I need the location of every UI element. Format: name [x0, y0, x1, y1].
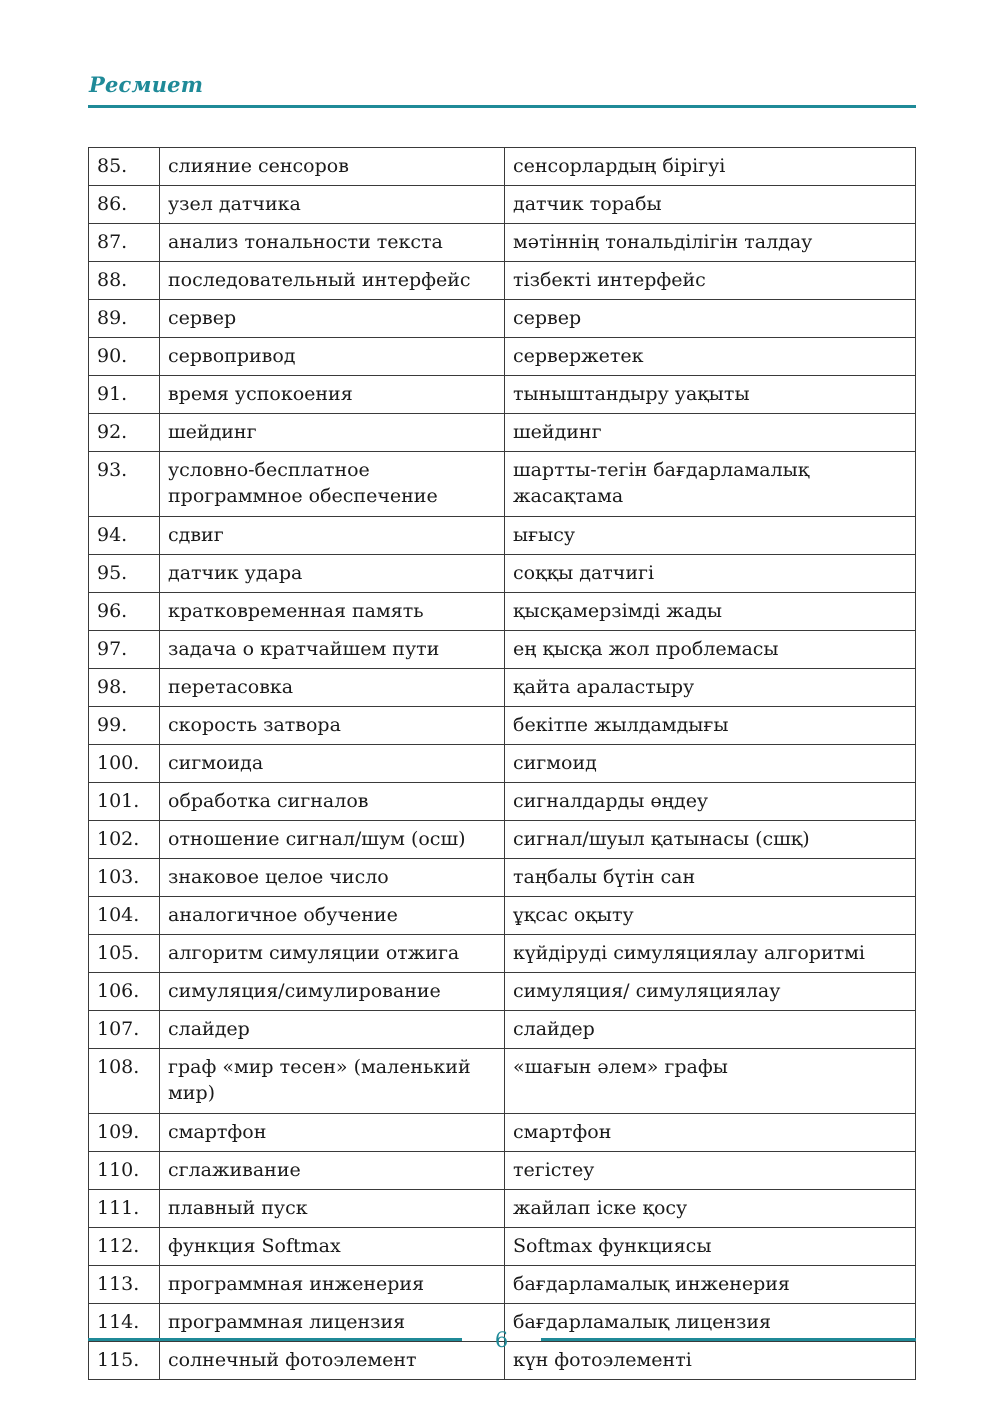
- row-number: 89.: [89, 300, 160, 338]
- term-russian: скорость затвора: [160, 707, 505, 745]
- term-kazakh: сенсорлардың бірігуі: [505, 148, 916, 186]
- row-number: 88.: [89, 262, 160, 300]
- term-russian: аналогичное обучение: [160, 897, 505, 935]
- term-russian: узел датчика: [160, 186, 505, 224]
- table-row: [89, 745, 916, 783]
- row-number: 105.: [89, 935, 160, 973]
- table-row: [89, 1266, 916, 1304]
- term-kazakh: симуляция/ симуляциялау: [505, 973, 916, 1011]
- row-number: 115.: [89, 1342, 160, 1380]
- table-row: [89, 186, 916, 224]
- table-row: [89, 1011, 916, 1049]
- row-number: 108.: [89, 1049, 160, 1114]
- table-row: [89, 517, 916, 555]
- table-row: [89, 338, 916, 376]
- term-kazakh: сервер: [505, 300, 916, 338]
- row-number: 99.: [89, 707, 160, 745]
- table-row: [89, 859, 916, 897]
- term-kazakh: сигмоид: [505, 745, 916, 783]
- row-number: 109.: [89, 1114, 160, 1152]
- term-kazakh: сигнал/шуыл қатынасы (сшқ): [505, 821, 916, 859]
- term-russian: плавный пуск: [160, 1190, 505, 1228]
- term-kazakh: бекітпе жылдамдығы: [505, 707, 916, 745]
- term-kazakh: сигналдарды өңдеу: [505, 783, 916, 821]
- table-row: [89, 1190, 916, 1228]
- row-number: 112.: [89, 1228, 160, 1266]
- row-number: 97.: [89, 631, 160, 669]
- table-row: [89, 1228, 916, 1266]
- glossary-table-body: [89, 148, 916, 1380]
- term-kazakh: ығысу: [505, 517, 916, 555]
- table-row: [89, 707, 916, 745]
- table-row: [89, 1114, 916, 1152]
- term-kazakh: слайдер: [505, 1011, 916, 1049]
- term-kazakh: Softmax функциясы: [505, 1228, 916, 1266]
- page-number: 6: [494, 1328, 509, 1352]
- table-row: [89, 262, 916, 300]
- row-number: 100.: [89, 745, 160, 783]
- term-russian: функция Softmax: [160, 1228, 505, 1266]
- term-kazakh: күйдіруді симуляциялау алгоритмі: [505, 935, 916, 973]
- row-number: 113.: [89, 1266, 160, 1304]
- table-row: [89, 224, 916, 262]
- row-number: 111.: [89, 1190, 160, 1228]
- row-number: 85.: [89, 148, 160, 186]
- term-kazakh: ұқсас оқыту: [505, 897, 916, 935]
- term-russian: шейдинг: [160, 414, 505, 452]
- table-row: [89, 593, 916, 631]
- footer-divider-right: [541, 1338, 916, 1341]
- term-kazakh: бағдарламалық инженерия: [505, 1266, 916, 1304]
- row-number: 92.: [89, 414, 160, 452]
- term-russian: солнечный фотоэлемент: [160, 1342, 505, 1380]
- footer-divider-left: [88, 1338, 462, 1341]
- term-russian: сдвиг: [160, 517, 505, 555]
- term-kazakh: сервержетек: [505, 338, 916, 376]
- term-russian: сигмоида: [160, 745, 505, 783]
- term-russian: сглаживание: [160, 1152, 505, 1190]
- term-russian: программная инженерия: [160, 1266, 505, 1304]
- term-kazakh: бағдарламалық лицензия: [505, 1304, 916, 1342]
- term-kazakh: тізбекті интерфейс: [505, 262, 916, 300]
- row-number: 103.: [89, 859, 160, 897]
- term-russian: анализ тональности текста: [160, 224, 505, 262]
- row-number: 94.: [89, 517, 160, 555]
- term-kazakh: мәтіннің тональділігін талдау: [505, 224, 916, 262]
- table-row: [89, 148, 916, 186]
- table-row: [89, 631, 916, 669]
- table-row: [89, 783, 916, 821]
- row-number: 98.: [89, 669, 160, 707]
- term-kazakh: қысқамерзімді жады: [505, 593, 916, 631]
- row-number: 107.: [89, 1011, 160, 1049]
- row-number: 104.: [89, 897, 160, 935]
- row-number: 101.: [89, 783, 160, 821]
- term-kazakh: тыныштандыру уақыты: [505, 376, 916, 414]
- table-row: [89, 1152, 916, 1190]
- term-kazakh: смартфон: [505, 1114, 916, 1152]
- term-russian: последовательный интерфейс: [160, 262, 505, 300]
- term-kazakh: датчик торабы: [505, 186, 916, 224]
- term-russian: кратковременная память: [160, 593, 505, 631]
- term-russian: перетасовка: [160, 669, 505, 707]
- table-row: [89, 897, 916, 935]
- row-number: 102.: [89, 821, 160, 859]
- table-row: [89, 935, 916, 973]
- row-number: 90.: [89, 338, 160, 376]
- glossary-table: [88, 147, 916, 1380]
- term-kazakh: күн фотоэлементі: [505, 1342, 916, 1380]
- term-kazakh: қайта араластыру: [505, 669, 916, 707]
- table-row: [89, 300, 916, 338]
- row-number: 110.: [89, 1152, 160, 1190]
- row-number: 91.: [89, 376, 160, 414]
- row-number: 95.: [89, 555, 160, 593]
- term-russian: программная лицензия: [160, 1304, 505, 1342]
- table-row: [89, 1049, 916, 1114]
- term-russian: обработка сигналов: [160, 783, 505, 821]
- term-russian: сервер: [160, 300, 505, 338]
- term-russian: датчик удара: [160, 555, 505, 593]
- term-russian: задача о кратчайшем пути: [160, 631, 505, 669]
- page-header-title: Ресмиет: [89, 72, 204, 97]
- term-russian: слайдер: [160, 1011, 505, 1049]
- term-russian: смартфон: [160, 1114, 505, 1152]
- table-row: [89, 669, 916, 707]
- row-number: 93.: [89, 452, 160, 517]
- term-russian: симуляция/симулирование: [160, 973, 505, 1011]
- term-russian: отношение сигнал/шум (осш): [160, 821, 505, 859]
- term-kazakh: ең қысқа жол проблемасы: [505, 631, 916, 669]
- table-row: [89, 821, 916, 859]
- row-number: 86.: [89, 186, 160, 224]
- term-kazakh: шейдинг: [505, 414, 916, 452]
- table-row: [89, 973, 916, 1011]
- term-kazakh: таңбалы бүтін сан: [505, 859, 916, 897]
- term-russian: сервопривод: [160, 338, 505, 376]
- row-number: 96.: [89, 593, 160, 631]
- term-russian: условно-бесплатное программное обеспечение: [160, 452, 505, 517]
- term-kazakh: «шағын әлем» графы: [505, 1049, 916, 1114]
- header-divider: [88, 105, 916, 108]
- term-kazakh: соққы датчигі: [505, 555, 916, 593]
- table-row: [89, 414, 916, 452]
- term-russian: граф «мир тесен» (маленький мир): [160, 1049, 505, 1114]
- term-russian: знаковое целое число: [160, 859, 505, 897]
- table-row: [89, 376, 916, 414]
- term-kazakh: тегістеу: [505, 1152, 916, 1190]
- table-row: [89, 452, 916, 517]
- term-russian: алгоритм симуляции отжига: [160, 935, 505, 973]
- row-number: 106.: [89, 973, 160, 1011]
- term-russian: слияние сенсоров: [160, 148, 505, 186]
- row-number: 87.: [89, 224, 160, 262]
- table-row: [89, 555, 916, 593]
- row-number: 114.: [89, 1304, 160, 1342]
- term-russian: время успокоения: [160, 376, 505, 414]
- term-kazakh: жайлап іске қосу: [505, 1190, 916, 1228]
- term-kazakh: шартты-тегін бағдарламалық жасақтама: [505, 452, 916, 517]
